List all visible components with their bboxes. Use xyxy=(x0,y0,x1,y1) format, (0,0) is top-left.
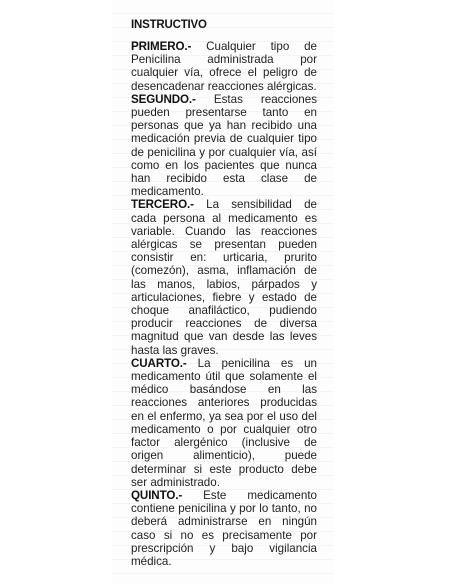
section-text: Estas reacciones pueden presentarse tanto en personas que ya han recibido una medicación previa de cualquier tipo de penicilina y por cualquier vía, así como en los pacientes que nunca han recibido esta clase de medicamento. xyxy=(131,92,317,199)
instructions-body xyxy=(131,40,317,568)
section-heading: CUARTO.- xyxy=(131,356,187,370)
section-tercero xyxy=(131,198,317,356)
document-title: INSTRUCTIVO xyxy=(131,19,207,31)
section-heading: SEGUNDO.- xyxy=(131,92,196,106)
section-heading: QUINTO.- xyxy=(131,488,183,502)
section-text: La penicilina es un medicamento útil que solamente el médico basándose en las reacciones anteriores producidas en el enfermo, ya sea por el uso del medicamento o por cualquier otro factor alergénico (inclusive de origen alimenticio), puede determinar si este producto debe ser administrado. xyxy=(131,356,317,489)
section-primero xyxy=(131,40,317,93)
section-segundo xyxy=(131,93,317,199)
section-cuarto xyxy=(131,357,317,489)
section-heading: TERCERO.- xyxy=(131,198,194,212)
section-text: Este medicamento contiene penicilina y por lo tanto, no deberá administrarse en ningún caso si no es precisamente por prescripción y bajo vigilancia médica. xyxy=(131,488,317,568)
section-text: Cualquier tipo de Penicilina administrada por cualquier vía, ofrece el peligro de desencadenar reacciones alérgicas. xyxy=(131,40,317,93)
section-text: La sensibilidad de cada persona al medicamento es variable. Cuando las reacciones alérgicas se presentan pueden consistir en: urticaria, prurito (comezón), asma, inflamación de las manos, labios, párpados y articulaciones, fiebre y estado de choque anafiláctico, pudiendo producir reacciones de diversa magnitud que van desde las leves hasta las graves. xyxy=(131,198,317,357)
section-quinto xyxy=(131,489,317,568)
section-heading: PRIMERO.- xyxy=(131,40,192,53)
